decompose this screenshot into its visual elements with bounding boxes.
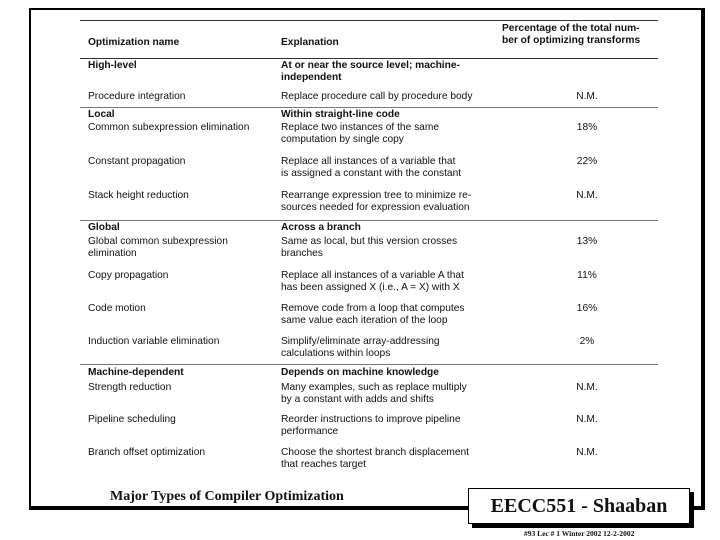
header-percentage	[496, 21, 658, 47]
row-explanation: Reorder instructions to improve pipeline performance	[281, 414, 461, 437]
row-name: Copy propagation	[88, 270, 169, 281]
section-row-high-level	[80, 59, 658, 87]
row-name: Procedure integration	[88, 91, 186, 102]
row-name: Code motion	[88, 303, 146, 314]
row-explanation: Same as local, but this version crosses branches	[281, 236, 458, 259]
course-label: EECC551 - Shaaban	[490, 494, 668, 517]
row-explanation: Simplify/eliminate array-addressing calculations within loops	[281, 336, 440, 359]
row-percentage: 18%	[576, 122, 598, 133]
section-row-local	[80, 108, 658, 122]
table-row	[80, 190, 658, 220]
table-row	[80, 270, 658, 303]
row-explanation: Many examples, such as replace multiply by a constant with adds and shifts	[281, 382, 467, 405]
row-name: Branch offset optimization	[88, 447, 206, 458]
table-row	[80, 236, 658, 270]
lecture-footnote: #93 Lec # 1 Winter 2002 12-2-2002	[524, 529, 635, 538]
row-explanation: Replace procedure call by procedure body	[281, 91, 473, 102]
course-label-box	[468, 488, 690, 524]
table-row	[80, 87, 658, 107]
section-name: Local	[88, 109, 115, 120]
row-percentage: 11%	[577, 270, 597, 281]
row-name: Strength reduction	[88, 382, 172, 393]
section-explanation: Within straight-line code	[281, 109, 400, 120]
header-optimization-name: Optimization name	[88, 37, 180, 48]
row-percentage: N.M.	[576, 382, 598, 393]
row-explanation: Replace two instances of the same computation by single copy	[281, 122, 439, 145]
header-percentage-line2: ber of optimizing transforms	[502, 35, 641, 46]
table-row	[80, 336, 658, 364]
table-row	[80, 156, 658, 190]
row-percentage: N.M.	[576, 447, 598, 458]
row-percentage: 16%	[576, 303, 598, 314]
section-explanation: Depends on machine knowledge	[281, 367, 439, 378]
table-row	[80, 122, 658, 156]
section-row-global	[80, 221, 658, 236]
row-percentage: 22%	[576, 156, 598, 167]
section-name: High-level	[88, 60, 137, 71]
table-row	[80, 414, 658, 447]
row-explanation: Replace all instances of a variable that is assigned a constant with the constant	[281, 156, 462, 179]
header-explanation: Explanation	[281, 37, 339, 48]
row-explanation: Replace all instances of a variable A that has been assigned X (i.e., A = X) with X	[281, 270, 464, 293]
section-row-machine-dependent	[80, 365, 658, 382]
row-percentage: 2%	[579, 336, 595, 347]
header-percentage-line1: Percentage of the total num-	[502, 23, 640, 34]
table-row	[80, 447, 658, 475]
row-explanation: Rearrange expression tree to minimize re- sources needed for expression evaluation	[281, 190, 472, 213]
row-explanation: Choose the shortest branch displacement that reaches target	[281, 447, 470, 470]
row-name: Stack height reduction	[88, 190, 189, 201]
row-name: Common subexpression elimination	[88, 122, 250, 133]
row-percentage: N.M.	[576, 414, 598, 425]
slide-title: Major Types of Compiler Optimization	[110, 489, 344, 504]
section-name: Machine-dependent	[88, 367, 184, 378]
row-name: Constant propagation	[88, 156, 186, 167]
section-explanation: Across a branch	[281, 222, 361, 233]
row-percentage: N.M.	[576, 91, 598, 102]
optimization-table	[80, 20, 658, 475]
row-name: Pipeline scheduling	[88, 414, 176, 425]
table-row	[80, 382, 658, 414]
row-explanation: Remove code from a loop that computes same value each iteration of the loop	[281, 303, 465, 326]
row-percentage: N.M.	[576, 190, 598, 201]
table-row	[80, 303, 658, 336]
row-percentage: 13%	[576, 236, 598, 247]
section-name: Global	[88, 222, 120, 233]
row-name: Induction variable elimination	[88, 336, 220, 347]
row-name: Global common subexpression elimination	[88, 236, 228, 259]
table-header-row	[80, 21, 658, 58]
section-explanation: At or near the source level; machine- independent	[281, 60, 460, 83]
